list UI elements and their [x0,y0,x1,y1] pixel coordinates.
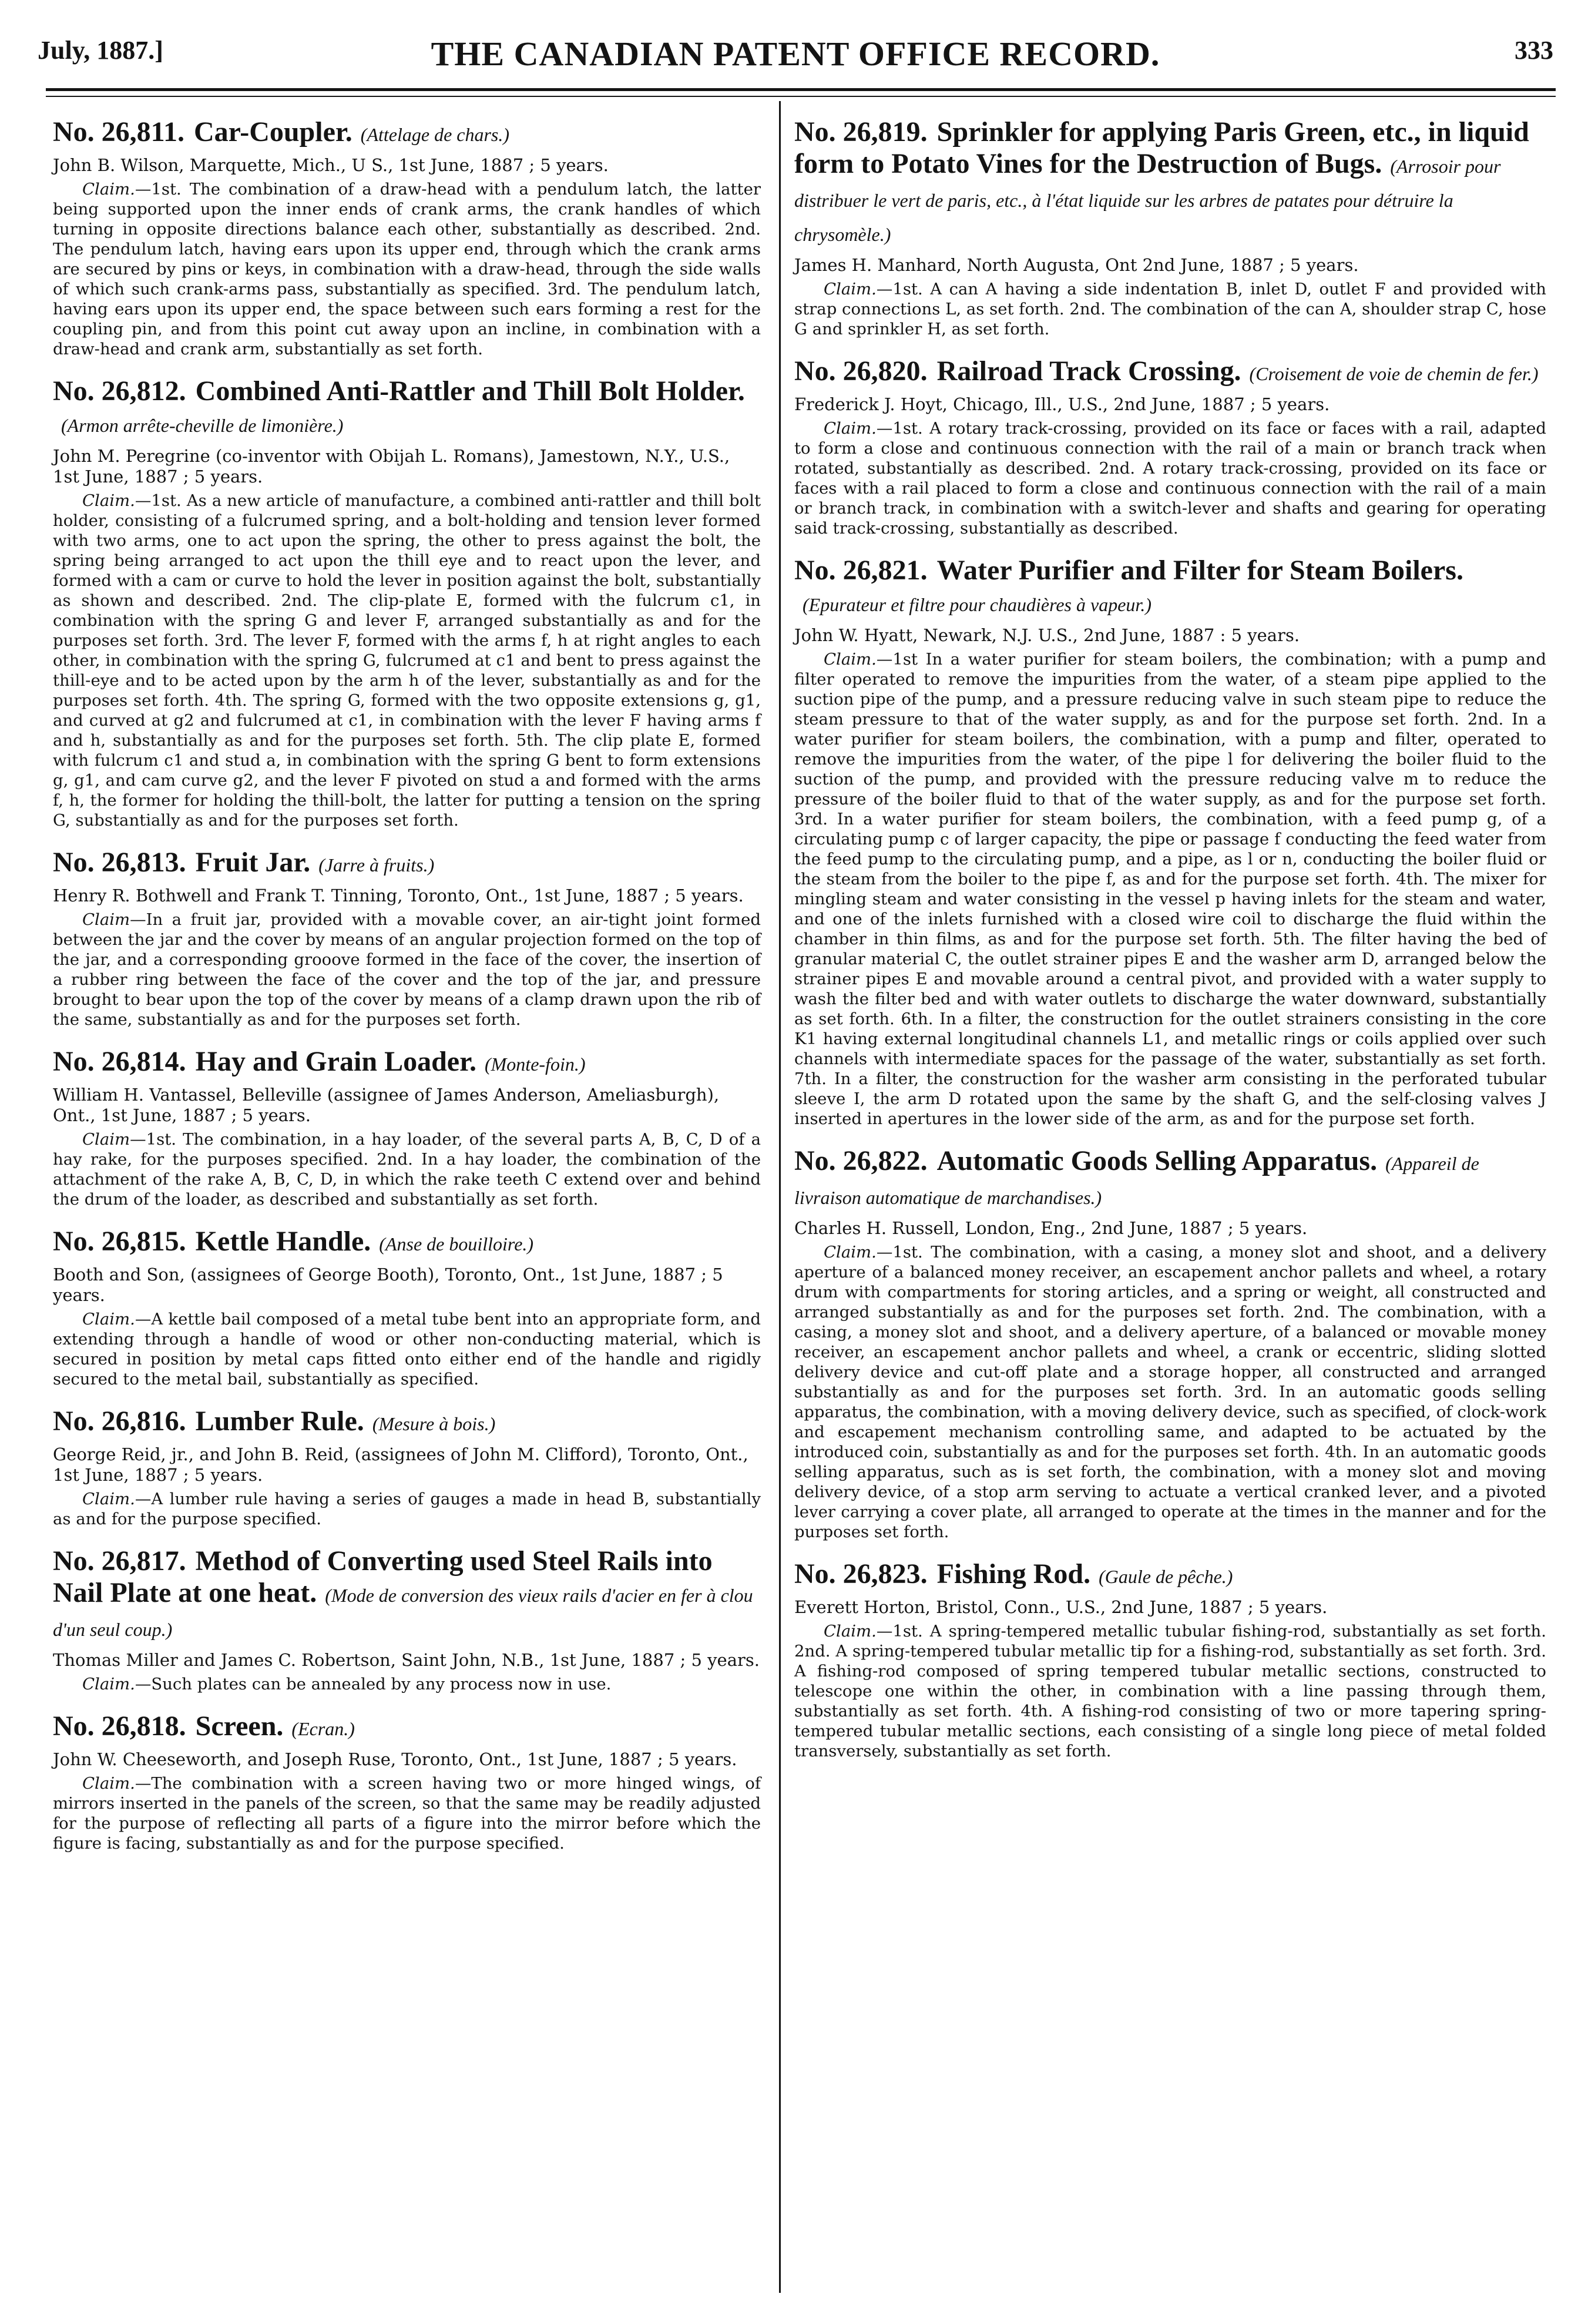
patent-title: Kettle Handle. [195,1226,371,1257]
patentee-line: James H. Manhard, North Augusta, Ont 2nd June, 1887 ; 5 years. [794,255,1359,275]
french-title: (Appareil de livraison automatique de marchandises.) [794,1153,1479,1208]
patent-entry [53,1226,761,1389]
french-title: (Ecran.) [291,1718,355,1739]
patent-number: No. 26,812. [53,375,186,407]
french-title: (Attelage de chars.) [360,124,510,145]
patent-number: No. 26,813. [53,847,186,878]
french-title: (Croisement de voie de chemin de fer.) [1249,363,1539,384]
patent-heading [53,1226,761,1260]
patentee-line: John B. Wilson, Marquette, Mich., U S., 1st June, 1887 ; 5 years. [53,155,609,175]
header-rule [46,88,1556,91]
patent-number: No. 26,819. [794,116,928,147]
patentee-line: Thomas Miller and James C. Robertson, Saint John, N.B., 1st June, 1887 ; 5 years. [53,1650,760,1670]
right-column [794,116,1546,1778]
patent-heading [794,116,1546,250]
patent-entry [53,1545,761,1694]
patent-heading [53,1711,761,1745]
claim-label: Claim. [824,280,877,299]
patentee-line: Henry R. Bothwell and Frank T. Tinning, Toronto, Ont., 1st June, 1887 ; 5 years. [53,886,744,906]
patent-entry [794,555,1546,1129]
patent-heading [53,847,761,881]
patent-number: No. 26,817. [53,1545,186,1577]
patent-title: Automatic Goods Selling Apparatus. [936,1145,1378,1176]
patent-title: Sprinkler for applying Paris Green, etc., in liquid form to Potato Vines for the Destruction of Bugs. [794,116,1529,179]
patent-heading [53,1046,761,1080]
claim-label: Claim. [82,1310,135,1329]
french-title: (Arrosoir pour distribuer le vert de paris, etc., à l'état liquide sur les arbres de patates pour détruire la chrysomèle.) [794,156,1501,245]
claim-text [53,1773,761,1853]
patent-entry [53,116,761,359]
claim-label: Claim. [82,1774,135,1793]
patent-heading [53,116,761,150]
patent-title: Method of Converting used Steel Rails into Nail Plate at one heat. [53,1545,713,1608]
patentee-line: Frederick J. Hoyt, Chicago, Ill., U.S., 2nd June, 1887 ; 5 years. [794,394,1330,414]
claim-label: Claim. [824,419,877,438]
claim-body: —The combination with a screen having two or more hinged wings, of mirrors inserted in the panels of the screen, so that the same may be readily adjusted for the purpose of reflecting all parts of a figure into the mirror before which the figure is facing, substantially as and for the purpose specified. [53,1774,761,1853]
patent-title: Fishing Rod. [936,1558,1091,1589]
claim-body: —1st. The combination, in a hay loader, of the several parts A, B, C, D of a hay rake, for the purposes specified. 2nd. In a hay loader, the combination of the attachment of the rake A, B, C, D, in which the rake teeth C extend over and behind the drum of the loader, as described and substantially as set forth. [53,1130,761,1209]
patentee-line: John W. Hyatt, Newark, N.J. U.S., 2nd June, 1887 : 5 years. [794,625,1300,645]
claim-text [794,279,1546,339]
claim-body: —1st In a water purifier for steam boilers, the combination; with a pump and filter operated to remove the impurities from the water, of a steam pipe applied to the suction pipe of the pump, and a pressure reducing valve in such steam pipe to reduce the steam pressure to that of the water supply, as and for the purpose set forth. 2nd. In a water purifier for steam boilers, the combination, with a pump and filter, operated to remove the impurities from the water, of the pipe l for delivering the boiler fluid to the suction of the pump, and provided with the pressure reducing valve m to reduce the pressure of the boiler fluid to that of the water supply, as and for the purpose set forth. 3rd. In a water purifier for steam boilers, the combination, with a feed pump g, of a circulating pump c of larger capacity, the pipe or passage f conducting the feed water from the feed pump to the circulating pump, and a pipe, as l or n, conducting the boiler fluid or the steam from the boiler to the pipe f, as and for the purpose set forth. 4th. The mixer for mingling steam and water consisting in the vessel p having inlets for the steam and water, and one of the inlets furnished with a closed wire coil to discharge the fluid within the chamber in thin films, as and for the purpose set forth. 5th. The filter having the bed of granular material C, the outlet strainer pipes E and the washer arm D, arranged below the strainer pipes E and movable around a central pivot, and provided with a water supply to wash the filter bed and with water outlets to discharge the water downward, substantially as set forth. 6th. In a filter, the construction for the outlet strainers consisting in the core K1 having external longitudinal channels L1, and metallic rings or coils applied over such channels with intermediate spaces for the passage of the water, substantially as set forth. 7th. In a filter, the construction for the washer arm consisting in the perforated tubular sleeve I, the arm D rotated upon the same by the shaft G, and the self-closing valves J inserted in apertures in the lower side of the arm, as and for the purpose set forth. [794,650,1546,1128]
french-title: (Monte-foin.) [484,1054,586,1075]
claim-body: —1st. A rotary track-crossing, provided on its face or faces with a rail, adapted to form a close and continuous connection with the rail of a main or branch track when rotated, substantially as described. 2nd. A rotary track-crossing, provided on its face or faces with a rail placed to form a close and continuous connection with the rail of a main or branch track, in combination with a switch-lever and shafts and gearing for operating said track-crossing, substantially as described. [794,419,1546,538]
column-divider [779,101,781,2293]
claim-body: —1st. The combination, with a casing, a money slot and shoot, and a delivery aperture of a balanced money receiver, an escapement anchor pallets and wheel, a rotary drum with compartments for storing articles, and a spring or weight, all constructed and arranged substantially as and for the purposes set forth. 2nd. The combination, with a casing, a money slot and shoot, and a delivery aperture, of a balanced or movable money receiver, an escapement anchor pallets and wheel, a crank or eccentric, sliding slotted delivery device and cut-off plate and a storage hopper, all constructed and arranged substantially as and for the purposes set forth. 3rd. In an automatic goods selling apparatus, the combination, with a moving delivery device, such as specified, of clock-work and escapement mechanism controlling same, and adapted to be actuated by the introduced coin, substantially as and for the purposes set forth. 4th. In an automatic goods selling apparatus, such as is set forth, the combination, with a money slot and moving delivery device, of a stop arm serving to actuate a vertical cranked lever, and a pivoted lever carrying a cover plate, all arranged to operate at the times in the manner and for the purposes set forth. [794,1243,1546,1541]
claim-label: Claim. [82,180,135,199]
claim-label: Claim [82,1130,130,1149]
claim-label: Claim. [824,1243,877,1262]
patent-entry [794,1558,1546,1761]
claim-text [794,1621,1546,1761]
page-number: 333 [1515,36,1553,65]
claim-body: —A lumber rule having a series of gauges a made in head B, substantially as and for the purpose specified. [53,1490,761,1528]
patent-entry [794,1145,1546,1542]
patent-number: No. 26,821. [794,555,928,586]
claim-label: Claim. [82,491,135,510]
claim-body: —Such plates can be annealed by any process now in use. [135,1675,612,1693]
claim-text [794,1242,1546,1542]
claim-text [794,649,1546,1129]
patent-number: No. 26,822. [794,1145,928,1176]
patent-title: Screen. [195,1711,284,1742]
claim-label: Claim [82,910,130,929]
claim-text [53,1489,761,1529]
french-title: (Gaule de pêche.) [1099,1566,1233,1587]
claim-body: —1st. The combination of a draw-head with a pendulum latch, the latter being supported upon the inner ends of crank arms, the crank handles of which turning in opposite directions balance each other, substantially as described. 2nd. The pendulum latch, having ears upon its upper end, through which the crank arms are secured by pins or keys, in combination with a draw-head, through the side walls of which such crank-arms pass, substantially as specified. 3rd. The pendulum latch, having ears upon its upper end, the space between such ears forming a rest for the coupling pin, and from this point cut away upon an incline, in combination with a draw-head and crank arm, substantially as set forth. [53,180,761,358]
header-rule-thin [46,96,1556,97]
french-title: (Jarre à fruits.) [318,854,435,876]
claim-text [53,1674,761,1694]
patent-title: Water Purifier and Filter for Steam Boilers. [936,555,1463,586]
patent-heading [53,1545,761,1645]
patent-heading [53,1406,761,1440]
french-title: (Anse de bouilloire.) [379,1233,534,1255]
page-header [38,28,1553,81]
patent-entry [53,847,761,1029]
claim-label: Claim. [82,1675,135,1693]
patent-number: No. 26,823. [794,1558,928,1589]
patent-entry [53,1046,761,1209]
claim-text [53,179,761,359]
french-title: (Mesure à bois.) [372,1413,496,1434]
french-title: (Epurateur et filtre pour chaudières à vapeur.) [803,594,1151,615]
patent-title: Car-Coupler. [194,116,352,147]
claim-body: —1st. As a new article of manufacture, a combined anti-rattler and thill bolt holder, consisting of a fulcrumed spring, and a bolt-holding and tension lever formed with two arms, one to act upon the spring, the other to press against the bolt, the spring being arranged to act upon the thill eye and to react upon the lever, and formed with a cam or curve to hold the lever in position against the bolt, substantially as shown and described. 2nd. The clip-plate E, formed with the fulcrum c1, in combination with the spring G and lever F, arranged substantially as and for the purposes set forth. 3rd. The lever F, formed with the arms f, h at right angles to each other, in combination with the spring G, fulcrumed at c1 and bent to press against the thill-eye and to be acted upon by the arm h of the lever, substantially as and for the purposes set forth. 4th. The spring G, formed with the two opposite extensions g, g1, and curved at g2 and fulcrumed at c1, in combination with the lever F having arms f and h, substantially as and for the purposes set forth. 5th. The clip plate E, formed with fulcrum c1 and stud a, in combination with the spring G bent to form extensions g, g1, and cam curve g2, and the lever F pivoted on stud a and formed with the arms f, h, the former for holding the thill-bolt, the latter for putting a tension on the spring G, substantially as and for the purposes set forth. [53,491,761,830]
patent-number: No. 26,818. [53,1711,186,1742]
patent-title: Railroad Track Crossing. [936,356,1241,387]
patent-title: Combined Anti-Rattler and Thill Bolt Holder. [195,375,745,407]
claim-body: —1st. A spring-tempered metallic tubular fishing-rod, substantially as set forth. 2nd. A spring-tempered tubular metallic tip for a fishing-rod, substantially as set forth. 3rd. A fishing-rod composed of spring tempered tubular metallic sections, constructed to telescope one within the other, in combination with a line passing through them, substantially as set forth. 4th. A fishing-rod consisting of two or more tapering spring-tempered tubular metallic sections, each consisting of a single long piece of metal folded transversely, substantially as set forth. [794,1622,1546,1760]
claim-label: Claim. [82,1490,135,1508]
patent-entry [53,1711,761,1853]
claim-text [53,1129,761,1209]
patent-heading [794,356,1546,390]
patentee-line: Everett Horton, Bristol, Conn., U.S., 2nd June, 1887 ; 5 years. [794,1597,1328,1617]
patentee-line: William H. Vantassel, Belleville (assignee of James Anderson, Ameliasburgh), Ont., 1st June, 1887 ; 5 years. [53,1085,720,1125]
patentee-line: John M. Peregrine (co-inventor with Obijah L. Romans), Jamestown, N.Y., U.S., 1st June, 1887 ; 5 years. [53,446,730,487]
claim-text [53,1309,761,1389]
patent-number: No. 26,816. [53,1406,186,1437]
claim-text [53,491,761,830]
patent-number: No. 26,811. [53,116,185,147]
patentee-line: Booth and Son, (assignees of George Booth), Toronto, Ont., 1st June, 1887 ; 5 years. [53,1265,723,1305]
patent-title: Fruit Jar. [195,847,311,878]
patentee-line: George Reid, jr., and John B. Reid, (assignees of John M. Clifford), Toronto, Ont., 1st June, 1887 ; 5 years. [53,1444,748,1485]
patent-title: Hay and Grain Loader. [195,1046,476,1077]
claim-body: —A kettle bail composed of a metal tube bent into an appropriate form, and extending through a handle of wood or other non-conducting material, which is secured in position by metal caps fitted onto either end of the handle and rigidly secured to the metal bail, substantially as specified. [53,1310,761,1389]
patent-heading [53,375,761,441]
patent-entry [53,375,761,830]
patent-heading [794,1558,1546,1592]
patent-title: Lumber Rule. [195,1406,364,1437]
journal-title: THE CANADIAN PATENT OFFICE RECORD. [431,35,1160,73]
patentee-line: John W. Cheeseworth, and Joseph Ruse, Toronto, Ont., 1st June, 1887 ; 5 years. [53,1749,737,1769]
claim-label: Claim. [824,1622,877,1641]
issue-date: July, 1887.] [38,36,163,65]
claim-label: Claim. [824,650,877,669]
french-title: (Armon arrête-cheville de limonière.) [61,415,344,436]
claim-text [53,910,761,1029]
claim-text [794,418,1546,538]
claim-body: —In a fruit jar, provided with a movable cover, an air-tight joint formed between the jar and the cover by means of an angular projection formed on the top of the jar, and a corresponding grooove formed in the face of the cover, the insertion of a rubber ring between the face of the cover and the top of the jar, and pressure brought to bear upon the top of the cover by means of a clamp drawn upon the rib of the same, substantially as and for the purposes set forth. [53,910,761,1029]
left-column [53,116,761,1870]
french-title: (Mode de conversion des vieux rails d'acier en fer à clou d'un seul coup.) [53,1585,753,1640]
patent-entry [794,356,1546,538]
patent-entry [53,1406,761,1529]
patent-number: No. 26,820. [794,356,928,387]
patent-heading [794,555,1546,621]
claim-body: —1st. A can A having a side indentation B, inlet D, outlet F and provided with strap connections L, as set forth. 2nd. The combination of the can A, shoulder strap C, hose G and sprinkler H, as set forth. [794,280,1546,338]
patent-number: No. 26,815. [53,1226,186,1257]
patentee-line: Charles H. Russell, London, Eng., 2nd June, 1887 ; 5 years. [794,1218,1308,1238]
patent-heading [794,1145,1546,1213]
patent-number: No. 26,814. [53,1046,186,1077]
patent-entry [794,116,1546,339]
